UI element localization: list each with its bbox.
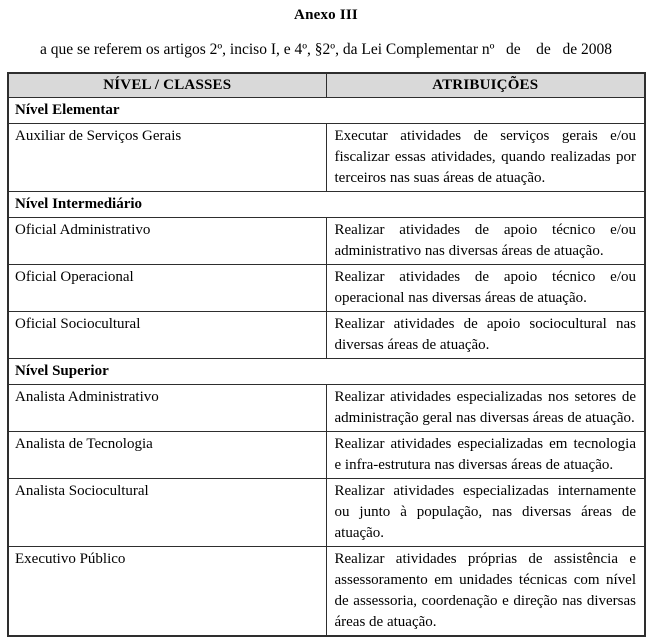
class-name-cell: Analista de Tecnologia [8,432,326,479]
section-label: Nível Elementar [8,98,645,124]
section-row [8,359,645,385]
document-title: Anexo III [294,7,358,23]
attribution-cell: Realizar atividades próprias de assistência e assessoramento em unidades técnicas com nível de assessoria, coordenação e direção nas diversas áreas de atuação. [326,547,645,637]
section-label: Nível Intermediário [8,192,645,218]
class-name-cell: Oficial Administrativo [8,218,326,265]
attribution-cell: Realizar atividades de apoio sociocultural nas diversas áreas de atuação. [326,312,645,359]
table-row [8,432,645,479]
class-name-cell: Auxiliar de Serviços Gerais [8,124,326,192]
class-name-cell: Oficial Sociocultural [8,312,326,359]
column-header-atribuicoes: ATRIBUIÇÕES [326,73,645,98]
attribution-cell: Realizar atividades especializadas internamente ou junto à população, nas diversas áreas de atuação. [326,479,645,547]
table-row [8,479,645,547]
attribution-cell: Executar atividades de serviços gerais e/ou fiscalizar essas atividades, quando realizadas por terceiros nas suas áreas de atuação. [326,124,645,192]
attributions-table [7,72,646,637]
section-label: Nível Superior [8,359,645,385]
section-row [8,192,645,218]
class-name-cell: Analista Sociocultural [8,479,326,547]
table-row [8,218,645,265]
attribution-cell: Realizar atividades de apoio técnico e/ou operacional nas diversas áreas de atuação. [326,265,645,312]
attribution-cell: Realizar atividades especializadas em tecnologia e infra-estrutura nas diversas áreas de atuação. [326,432,645,479]
table-body [8,98,645,637]
table-header-row [8,73,645,98]
table-row [8,124,645,192]
class-name-cell: Analista Administrativo [8,385,326,432]
table-row [8,547,645,637]
table-row [8,312,645,359]
table-row [8,385,645,432]
document-subtitle: a que se referem os artigos 2º, inciso I, e 4º, §2º, da Lei Complementar nº de de de 2008 [40,41,612,58]
class-name-cell: Executivo Público [8,547,326,637]
column-header-nivel-classes: NÍVEL / CLASSES [8,73,326,98]
table-row [8,265,645,312]
section-row [8,98,645,124]
attribution-cell: Realizar atividades especializadas nos setores de administração geral nas diversas áreas de atuação. [326,385,645,432]
class-name-cell: Oficial Operacional [8,265,326,312]
attribution-cell: Realizar atividades de apoio técnico e/ou administrativo nas diversas áreas de atuação. [326,218,645,265]
